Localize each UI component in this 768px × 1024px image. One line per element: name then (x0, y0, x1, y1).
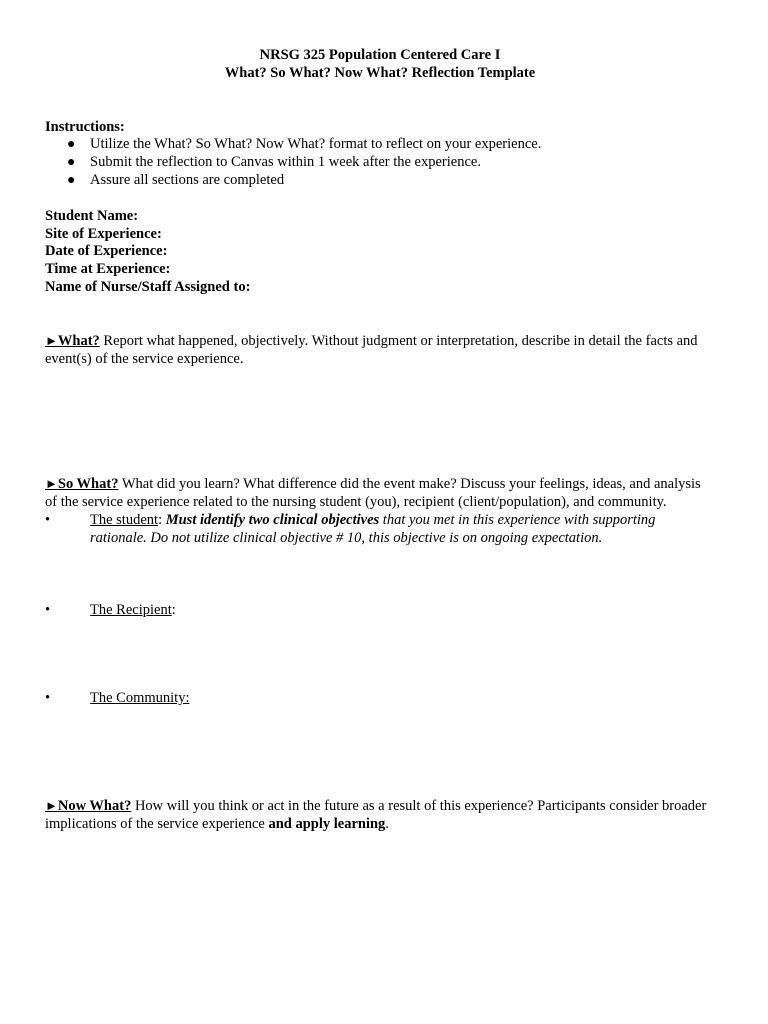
field-site: Site of Experience: (45, 225, 162, 242)
document-page (45, 47, 715, 834)
so-what-heading-text: So What? (57, 476, 119, 493)
now-what-heading-text: Now What? (57, 798, 132, 815)
so-what-paragraph (45, 475, 715, 512)
field-date: Date of Experience: (45, 243, 168, 260)
now-what-description: How will you think or act in the future as a result of this experience? Participants consider broader implications of the service experience (45, 798, 707, 832)
sub-item-student (45, 512, 715, 548)
bullet-icon: ● (67, 155, 76, 171)
instructions-block (45, 119, 715, 190)
instructions-list (45, 136, 715, 189)
instruction-text: Submit the reflection to Canvas within 1 week after the experience. (90, 154, 481, 171)
now-what-heading (45, 798, 131, 814)
student-instructions: that you met in this experience with supporting rationale. Do not utilize clinical objective # 10, this objective is on ongoing expectation. (90, 511, 656, 546)
student-info-fields (45, 208, 715, 297)
arrow-right-icon: ► (45, 332, 58, 348)
instruction-item (45, 154, 715, 172)
bullet-icon: • (45, 511, 51, 528)
arrow-right-icon: ► (45, 476, 58, 492)
what-heading-text: What? (57, 332, 100, 349)
bullet-icon: ● (67, 172, 76, 188)
course-title: NRSG 325 Population Centered Care I (259, 47, 501, 63)
bullet-icon: • (45, 690, 51, 707)
instruction-item (45, 136, 715, 154)
field-time: Time at Experience: (45, 261, 171, 278)
student-colon: : (158, 511, 166, 528)
student-label: The student (90, 511, 159, 528)
so-what-heading (45, 476, 118, 492)
instructions-heading: Instructions: (45, 118, 125, 135)
template-title: What? So What? Now What? Reflection Template (224, 64, 536, 81)
sub-item-community (45, 690, 715, 708)
what-section (45, 332, 715, 369)
field-nurse-staff: Name of Nurse/Staff Assigned to: (45, 278, 251, 295)
bullet-icon: ● (67, 137, 76, 153)
sub-item-recipient (45, 602, 715, 620)
bullet-icon: • (45, 601, 51, 618)
field-student-name: Student Name: (45, 207, 139, 224)
what-description: Report what happened, objectively. Without judgment or interpretation, describe in detail the facts and event(s) of the service experience. (45, 332, 698, 367)
arrow-right-icon: ► (45, 798, 58, 814)
instruction-item (45, 172, 715, 190)
now-what-period: . (385, 815, 389, 832)
so-what-section (45, 475, 715, 708)
student-requirement: Must identify two clinical objectives (165, 511, 380, 528)
recipient-colon: : (171, 601, 176, 618)
now-what-emphasis: and apply learning (268, 815, 386, 832)
now-what-section (45, 797, 715, 834)
recipient-label: The Recipient (90, 601, 172, 618)
community-label: The Community: (90, 690, 190, 707)
instruction-text: Assure all sections are completed (90, 171, 285, 188)
so-what-description: What did you learn? What difference did the event make? Discuss your feelings, ideas, and analysis of the service experience related to the nursing student (you), recipient (client/population), and community. (45, 476, 701, 511)
instruction-text: Utilize the What? So What? Now What? format to reflect on your experience. (90, 136, 542, 153)
what-heading (45, 333, 100, 349)
